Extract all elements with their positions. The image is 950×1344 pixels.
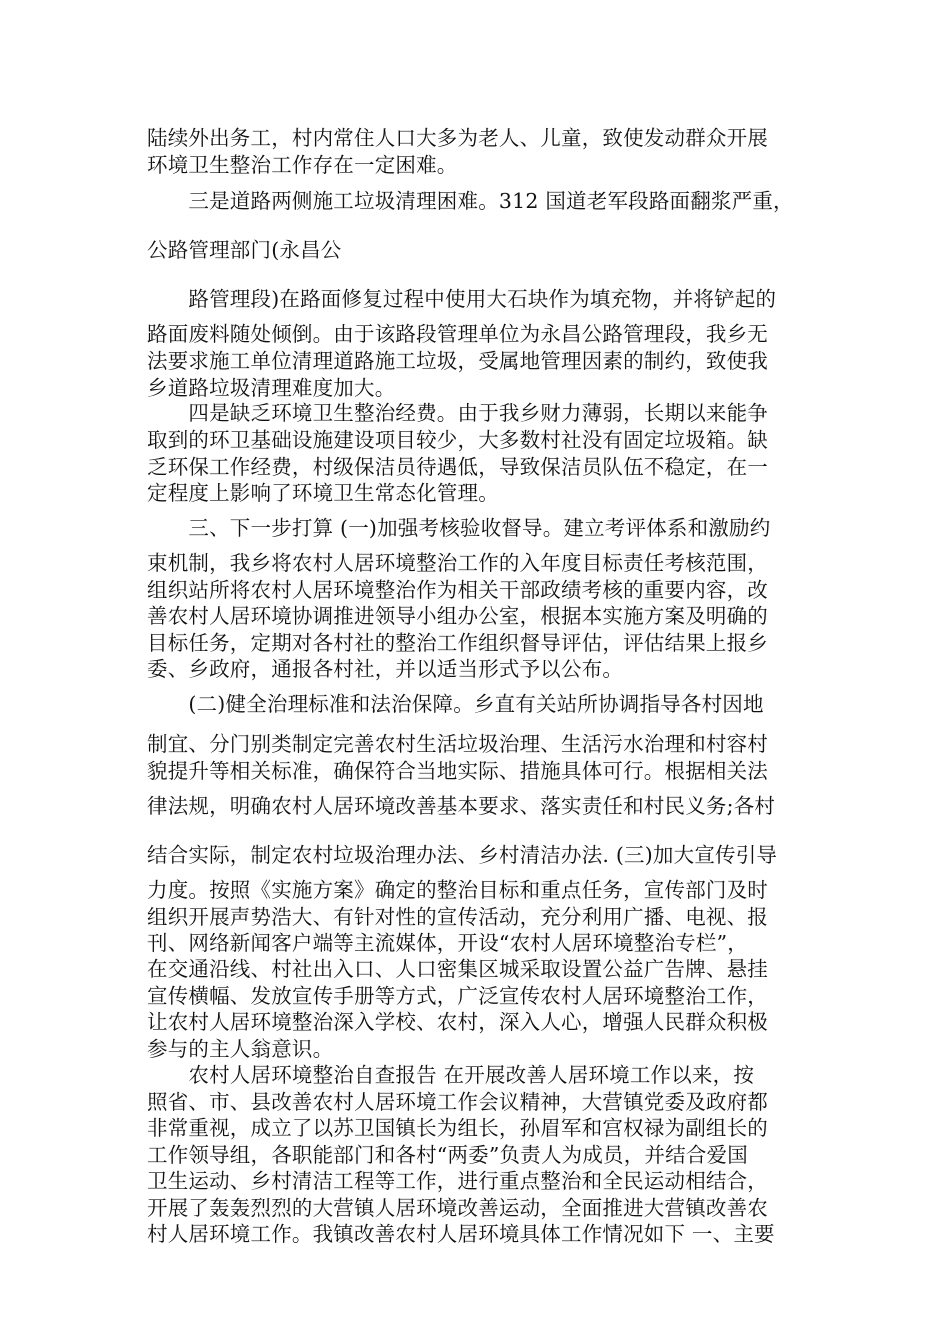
text-line: 环境卫生整治工作存在一定困难。 — [147, 153, 458, 177]
text-line: 宣传横幅、发放宣传手册等方式，广泛宣传农村人居环境整治工作， — [147, 984, 768, 1008]
text-line: 律法规，明确农村人居环境改善基本要求、落实责任和村民义务;各村 — [147, 794, 776, 818]
text-line: 目标任务，定期对各村社的整治工作组织督导评估，评估结果上报乡 — [147, 631, 768, 655]
text-line: 照省、市、县改善农村人居环境工作会议精神，大营镇党委及政府都 — [147, 1090, 768, 1114]
text-line: 组织开展声势浩大、有针对性的宣传活动，充分利用广播、电视、报 — [147, 905, 768, 929]
text-line: 定程度上影响了环境卫生常态化管理。 — [147, 481, 499, 505]
text-line: 法要求施工单位清理道路施工垃圾，受属地管理因素的制约，致使我 — [147, 349, 768, 373]
text-line: 三、下一步打算 (一)加强考核验收督导。建立考评体系和激励约 — [147, 516, 771, 540]
text-line: 路面废料随处倾倒。由于该路段管理单位为永昌公路管理段，我乡无 — [147, 322, 768, 346]
text-line: 陆续外出务工，村内常住人口大多为老人、儿童，致使发动群众开展 — [147, 126, 768, 150]
text-line: 委、乡政府，通报各村社，并以适当形式予以公布。 — [147, 657, 624, 681]
text-line: 貌提升等相关标准，确保符合当地实际、措施具体可行。根据相关法 — [147, 759, 768, 783]
text-line: 结合实际，制定农村垃圾治理办法、乡村清洁办法. (三)加大宣传引导 — [147, 843, 778, 867]
text-line: 三是道路两侧施工垃圾清理困难。312 国道老军段路面翻浆严重， — [147, 189, 794, 213]
text-line: 让农村人居环境整治深入学校、农村，深入人心，增强人民群众积极 — [147, 1010, 768, 1034]
text-line: 农村人居环境整治自查报告 在开展改善人居环境工作以来，按 — [147, 1063, 755, 1087]
text-line: 刊、网络新闻客户端等主流媒体，开设“农村人居环境整治专栏”， — [147, 931, 748, 955]
text-line: 路管理段)在路面修复过程中使用大石块作为填充物，并将铲起的 — [147, 287, 777, 311]
text-line: 乏环保工作经费，村级保洁员待遇低，导致保洁员队伍不稳定，在一 — [147, 455, 768, 479]
text-line: 制宜、分门别类制定完善农村生活垃圾治理、生活污水治理和村容村 — [147, 732, 768, 756]
text-line: 工作领导组，各职能部门和各村“两委”负责人为成员，并结合爱国 — [147, 1143, 748, 1167]
text-line: 取到的环卫基础设施建设项目较少，大多数村社没有固定垃圾箱。缺 — [147, 428, 768, 452]
text-line: 参与的主人翁意识。 — [147, 1037, 334, 1061]
text-line: 乡道路垃圾清理难度加大。 — [147, 376, 396, 400]
text-line: 组织站所将农村人居环境整治作为相关干部政绩考核的重要内容，改 — [147, 578, 768, 602]
text-line: 四是缺乏环境卫生整治经费。由于我乡财力薄弱，长期以来能争 — [147, 401, 768, 425]
text-line: 非常重视，成立了以苏卫国镇长为组长，孙眉军和宫权禄为副组长的 — [147, 1116, 768, 1140]
text-line: 卫生运动、乡村清洁工程等工作，进行重点整治和全民运动相结合， — [147, 1169, 768, 1193]
text-line: 力度。按照《实施方案》确定的整治目标和重点任务，宣传部门及时 — [147, 878, 768, 902]
text-line: 公路管理部门(永昌公 — [147, 238, 342, 262]
text-line: (二)健全治理标准和法治保障。乡直有关站所协调指导各村因地 — [147, 692, 764, 716]
text-line: 束机制，我乡将农村人居环境整治工作的入年度目标责任考核范围， — [147, 551, 768, 575]
text-line: 在交通沿线、村社出入口、人口密集区城采取设置公益广告牌、悬挂 — [147, 957, 768, 981]
text-line: 村人居环境工作。我镇改善农村人居环境具体工作情况如下 一、主要 — [147, 1222, 775, 1246]
text-line: 开展了轰轰烈烈的大营镇人居环境改善运动，全面推进大营镇改善农 — [147, 1196, 768, 1220]
text-line: 善农村人居环境协调推进领导小组办公室，根据本实施方案及明确的 — [147, 604, 768, 628]
